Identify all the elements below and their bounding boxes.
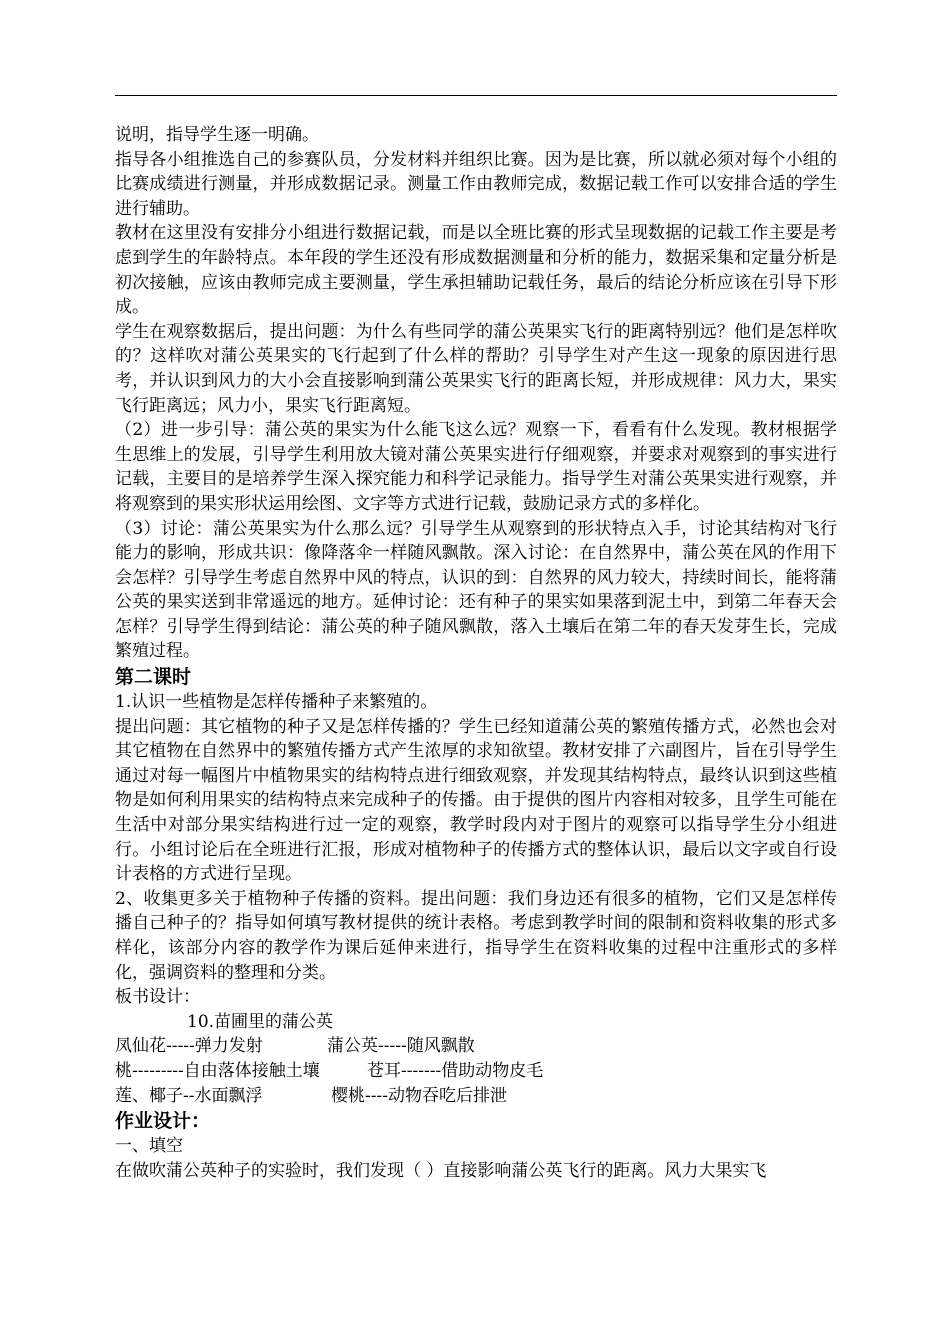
heading-homework: 作业设计： — [115, 1110, 211, 1133]
board-row-left: 凤仙花-----弹力发射 — [115, 1036, 263, 1057]
board-row-right: 蒲公英-----随风飘散 — [327, 1036, 475, 1057]
paragraph: 说明，指导学生逐一明确。 — [115, 125, 319, 145]
paragraph: 指导各小组推选自己的参赛队员，分发材料并组织比赛。因为是比赛，所以就必须对每个小组的比赛成绩进行测量，并形成数据记录。测量工作由教师完成，数据记载工作可以安排合适的学生进行辅助。 — [115, 149, 837, 219]
paragraph: 提出问题：其它植物的种子又是怎样传播的？学生已经知道蒲公英的繁殖传播方式，必然也会对其它植物在自然界中的繁殖传播方式产生浓厚的求知欲望。教材安排了六副图片，旨在引导学生通过对每一幅图片中植物果实的结构特点进行细致观察，并发现其结构特点，最终认识到这些植物是如何利用果实的结构特点来完成种子的传播。由于提供的图片内容相对较多，且学生可能在生活中对部分果实结构进行过一定的观察，教学时段内对于图片的观察可以指导学生分小组进行。小组讨论后在全班进行汇报，形成对植物种子的传播方式的整体认识，最后以文字或自行设计表格的方式进行呈现。 — [115, 716, 837, 885]
board-row — [115, 1059, 837, 1084]
board-design-label: 板书设计： — [115, 987, 200, 1008]
paragraph: 1.认识一些植物是怎样传播种子来繁殖的。 — [115, 692, 438, 713]
paragraph: （2）进一步引导：蒲公英的果实为什么能飞这么远？观察一下，看看有什么发现。教材根据学生思维上的发展，引导学生利用放大镜对蒲公英果实进行仔细观察，并要求对观察到的事实进行记载，主要目的是培养学生深入探究能力和科学记录能力。指导学生对蒲公英果实进行观察，并将观察到的果实形状运用绘图、文字等方式进行记载，鼓励记录方式的多样化。 — [115, 420, 837, 514]
heading-lesson-2: 第二课时 — [115, 666, 192, 689]
board-row-right: 樱桃----动物吞吃后排泄 — [331, 1085, 507, 1106]
board-title: 10.苗圃里的蒲公英 — [187, 1011, 334, 1032]
homework-section: 一、填空 — [115, 1136, 183, 1157]
paragraph: 教材在这里没有安排分小组进行数据记载，而是以全班比赛的形式呈现数据的记载工作主要是考虑到学生的年龄特点。本年段的学生还没有形成数据测量和分析的能力，数据采集和定量分析是初次接触，应该由教师完成主要测量，学生承担辅助记载任务，最后的结论分析应该在引导下形成。 — [115, 223, 837, 318]
paragraph: （3）讨论：蒲公英果实为什么那么远？引导学生从观察到的形状特点入手，讨论其结构对飞行能力的影响，形成共识：像降落伞一样随风飘散。深入讨论：在自然界中，蒲公英在风的作用下会怎样？引导学生考虑自然界中风的特点，认识的到：自然界的风力较大，持续时间长，能将蒲公英的果实送到非常遥远的地方。延伸讨论：还有种子的果实如果落到泥土中，到第二年春天会怎样？引导学生得到结论：蒲公英的种子随风飘散，落入土壤后在第二年的春天发芽生长，完成繁殖过程。 — [115, 518, 837, 662]
paragraph: 2、收集更多关于植物种子传播的资料。提出问题：我们身边还有很多的植物，它们又是怎样传播自己种子的？指导如何填写教材提供的统计表格。考虑到教学时间的限制和资料收集的形式多样化，该部分内容的教学作为课后延伸来进行，指导学生在资料收集的过程中注重形式的多样化，强调资料的整理和分类。 — [115, 888, 837, 983]
document-body — [115, 123, 837, 1183]
board-row-left: 莲、椰子--水面飘浮 — [115, 1085, 263, 1106]
board-row-right: 苍耳-------借助动物皮毛 — [367, 1060, 544, 1081]
board-row — [115, 1084, 837, 1109]
paragraph: 学生在观察数据后，提出问题：为什么有些同学的蒲公英果实飞行的距离特别远？他们是怎样吹的？这样吹对蒲公英果实的飞行起到了什么样的帮助？引导学生对产生这一现象的原因进行思考，并认识到风力的大小会直接影响到蒲公英果实飞行的距离长短，并形成规律：风力大，果实飞行距离远；风力小，果实飞行距离短。 — [115, 321, 837, 416]
homework-question: 在做吹蒲公英种子的实验时，我们发现（ ）直接影响蒲公英飞行的距离。风力大果实飞 — [115, 1160, 767, 1181]
board-row-left: 桃---------自由落体接触土壤 — [115, 1060, 320, 1081]
header-rule — [115, 95, 837, 96]
board-row — [115, 1034, 837, 1059]
